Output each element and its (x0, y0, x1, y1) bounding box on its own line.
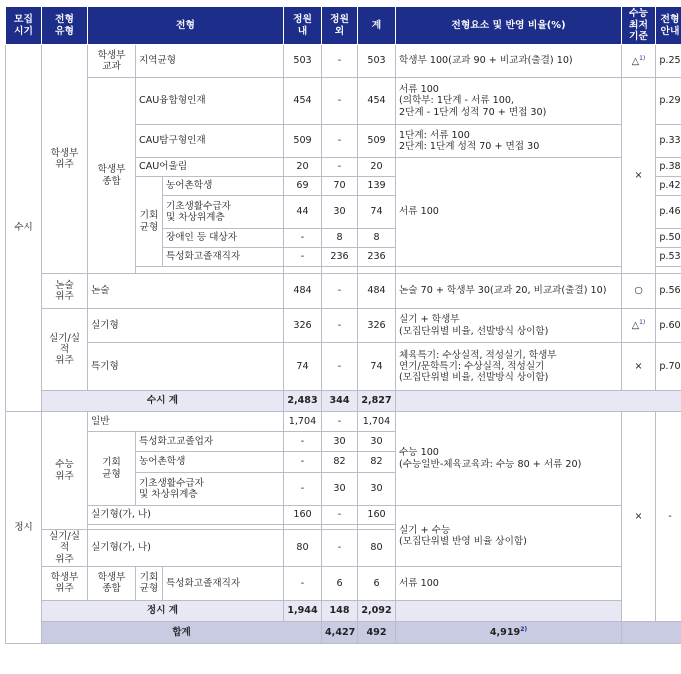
admission-quota-table (5, 6, 681, 644)
track-name: 특성화고졸재직자 (163, 566, 284, 600)
sum-cell: 82 (358, 452, 396, 473)
guide-cell[interactable]: p.29 (656, 78, 681, 125)
track-name: 농어촌학생 (163, 177, 284, 196)
in-quota-cell: - (284, 432, 322, 452)
subtotal-sum: 2,827 (358, 391, 396, 412)
subtotal-sum: 2,092 (358, 600, 396, 621)
footnote-marker: 1) (639, 54, 646, 62)
sum-cell: 74 (358, 196, 396, 229)
guide-cell[interactable]: p.46 (656, 196, 681, 229)
subtotal-blank (396, 600, 622, 621)
track-name: 특기형 (88, 343, 284, 391)
out-quota-cell: - (322, 125, 358, 158)
spacer-cell (396, 267, 622, 274)
table-row (6, 309, 681, 343)
in-quota-cell: 509 (284, 125, 322, 158)
in-quota-cell: - (284, 473, 322, 506)
guide-cell[interactable]: p.42 (656, 177, 681, 196)
track-name: 기초생활수급자 및 차상위계층 (163, 196, 284, 229)
in-quota-cell: 326 (284, 309, 322, 343)
track-name: 특성화고졸재직자 (163, 248, 284, 267)
elements-cell: 실기 + 수능 (모집단위별 반영 비율 상이함) (396, 506, 622, 567)
sub-equal-opportunity: 기회 균형 (136, 177, 163, 267)
header-row (6, 7, 681, 45)
total-blank (622, 621, 681, 643)
track-name: 특성화고교졸업자 (136, 432, 284, 452)
in-quota-cell: 484 (284, 274, 322, 309)
out-quota-cell: 70 (322, 177, 358, 196)
sum-cell: 160 (358, 506, 396, 525)
sum-cell: 454 (358, 78, 396, 125)
guide-cell[interactable]: p.70 (656, 343, 681, 391)
out-quota-cell: - (322, 412, 358, 432)
header-track: 전형 (88, 7, 284, 45)
header-type: 전형 유형 (42, 7, 88, 45)
total-in: 4,427 (322, 621, 358, 643)
sum-cell: 1,704 (358, 412, 396, 432)
track-name: 일반 (88, 412, 284, 432)
sum-cell: 30 (358, 473, 396, 506)
guide-cell[interactable]: p.60 (656, 309, 681, 343)
out-quota-cell: - (322, 506, 358, 525)
guide-cell[interactable]: p.38 (656, 158, 681, 177)
in-quota-cell: - (284, 229, 322, 248)
subtotal-in: 1,944 (284, 600, 322, 621)
elements-cell: 서류 100 (396, 158, 622, 267)
guide-cell[interactable]: p.56 (656, 274, 681, 309)
subtotal-out: 148 (322, 600, 358, 621)
sum-cell: 509 (358, 125, 396, 158)
sub-comprehensive: 학생부 종합 (88, 78, 136, 274)
out-quota-cell: 236 (322, 248, 358, 267)
min-req-cell: ○ (622, 274, 656, 309)
group-csat: 수능 위주 (42, 412, 88, 530)
out-quota-cell: - (322, 45, 358, 78)
total-sum-cell (396, 621, 622, 643)
min-req-cell (622, 309, 656, 343)
sum-cell: 80 (358, 530, 396, 567)
track-name: 논술 (88, 274, 284, 309)
in-quota-cell: 20 (284, 158, 322, 177)
track-name: CAU탐구형인재 (136, 125, 284, 158)
elements-cell: 1단계: 서류 100 2단계: 1단계 성적 70 + 면접 30 (396, 125, 622, 158)
group-practical: 실기/실적 위주 (42, 309, 88, 391)
track-name: 지역균형 (136, 45, 284, 78)
track-name: CAU융합형인재 (136, 78, 284, 125)
grand-total-row (6, 621, 681, 643)
out-quota-cell: 30 (322, 196, 358, 229)
guide-cell[interactable]: p.50 (656, 229, 681, 248)
elements-cell: 학생부 100(교과 90 + 비교과(출결) 10) (396, 45, 622, 78)
table-row (6, 274, 681, 309)
elements-cell: 수능 100 (수능일반-체육교육과: 수능 80 + 서류 20) (396, 412, 622, 506)
out-quota-cell: 8 (322, 229, 358, 248)
track-name: CAU어울림 (136, 158, 284, 177)
min-req-cell: × (622, 78, 656, 274)
sub-subject: 학생부 교과 (88, 45, 136, 78)
sum-cell: 326 (358, 309, 396, 343)
in-quota-cell: - (284, 452, 322, 473)
subtotal-row-susi (6, 391, 681, 412)
table-row (6, 78, 681, 125)
track-name: 농어촌학생 (136, 452, 284, 473)
sub-equal-opportunity: 기회 균형 (88, 432, 136, 506)
table-row (6, 506, 681, 525)
out-quota-cell: - (322, 158, 358, 177)
group-record: 학생부 위주 (42, 566, 88, 600)
track-name: 장애인 등 대상자 (163, 229, 284, 248)
header-out-quota: 정원 외 (322, 7, 358, 45)
elements-cell: 논술 70 + 학생부 30(교과 20, 비교과(출결) 10) (396, 274, 622, 309)
subtotal-label: 수시 계 (42, 391, 284, 412)
footnote-marker: 1) (639, 319, 646, 327)
subtotal-blank (396, 391, 681, 412)
min-req-cell (622, 45, 656, 78)
subtotal-out: 344 (322, 391, 358, 412)
sum-cell: 139 (358, 177, 396, 196)
out-quota-cell: - (322, 530, 358, 567)
subtotal-row-jeongsi (6, 600, 681, 621)
group-essay: 논술 위주 (42, 274, 88, 309)
subtotal-in: 2,483 (284, 391, 322, 412)
track-name: 실기형 (88, 309, 284, 343)
sum-cell: 74 (358, 343, 396, 391)
header-guide: 전형 안내 (656, 7, 681, 45)
guide-cell[interactable]: p.33 (656, 125, 681, 158)
subtotal-label: 정시 계 (42, 600, 284, 621)
sum-cell: 484 (358, 274, 396, 309)
out-quota-cell: 6 (322, 566, 358, 600)
in-quota-cell: 69 (284, 177, 322, 196)
sub-comprehensive: 학생부 종합 (88, 566, 136, 600)
out-quota-cell: 30 (322, 473, 358, 506)
out-quota-cell: - (322, 309, 358, 343)
out-quota-cell: 30 (322, 432, 358, 452)
guide-cell[interactable]: p.53 (656, 248, 681, 267)
footnote-marker: 2) (520, 626, 528, 634)
in-quota-cell: 1,704 (284, 412, 322, 432)
min-req-cell: × (622, 412, 656, 622)
header-period: 모집 시기 (6, 7, 42, 45)
header-in-quota: 정원 내 (284, 7, 322, 45)
sum-cell: 8 (358, 229, 396, 248)
track-name: 실기형(가, 나) (88, 530, 284, 567)
out-quota-cell: - (322, 343, 358, 391)
spacer-cell (284, 267, 322, 274)
in-quota-cell: 503 (284, 45, 322, 78)
total-out: 492 (358, 621, 396, 643)
out-quota-cell: - (322, 274, 358, 309)
spacer-cell (358, 267, 396, 274)
sum-cell: 503 (358, 45, 396, 78)
table-row (6, 45, 681, 78)
period-jeongsi: 정시 (6, 412, 42, 644)
sum-cell: 236 (358, 248, 396, 267)
guide-cell[interactable]: p.25 (656, 45, 681, 78)
sum-cell: 20 (358, 158, 396, 177)
elements-cell: 서류 100 (396, 566, 622, 600)
track-name: 기초생활수급자 및 차상위계층 (136, 473, 284, 506)
spacer-cell (322, 267, 358, 274)
table-row (6, 343, 681, 391)
table-row (6, 412, 681, 432)
total-label: 합계 (42, 621, 322, 643)
spacer-cell (656, 267, 681, 274)
header-elements: 전형요소 및 반영 비율(%) (396, 7, 622, 45)
elements-cell: 체육특기: 수상실적, 적성실기, 학생부 연기/문학특기: 수상실적, 적성실기 (모집단위별 비율, 선발방식 상이함) (396, 343, 622, 391)
out-quota-cell: 82 (322, 452, 358, 473)
in-quota-cell: 74 (284, 343, 322, 391)
in-quota-cell: 80 (284, 530, 322, 567)
table-row (6, 566, 681, 600)
in-quota-cell: - (284, 566, 322, 600)
in-quota-cell: 454 (284, 78, 322, 125)
in-quota-cell: 44 (284, 196, 322, 229)
elements-cell: 서류 100 (의학부: 1단계 - 서류 100, 2단계 - 1단계 성적 70 + 면접 30) (396, 78, 622, 125)
header-min-req: 수능 최저 기준 (622, 7, 656, 45)
sum-cell: 30 (358, 432, 396, 452)
sub-equal-opportunity: 기회 균형 (136, 566, 163, 600)
guide-cell: - (656, 412, 681, 622)
min-req-cell: × (622, 343, 656, 391)
elements-cell: 실기 + 학생부 (모집단위별 비율, 선발방식 상이함) (396, 309, 622, 343)
header-sum: 계 (358, 7, 396, 45)
group-practical: 실기/실적 위주 (42, 530, 88, 567)
min-req-value: △ (631, 55, 640, 67)
min-req-value: △ (631, 320, 640, 332)
period-susi: 수시 (6, 45, 42, 412)
track-name: 실기형(가, 나) (88, 506, 284, 525)
group-record: 학생부 위주 (42, 45, 88, 274)
in-quota-cell: 160 (284, 506, 322, 525)
total-sum: 4,919 (489, 627, 521, 639)
sum-cell: 6 (358, 566, 396, 600)
in-quota-cell: - (284, 248, 322, 267)
out-quota-cell: - (322, 78, 358, 125)
spacer-cell (136, 267, 284, 274)
